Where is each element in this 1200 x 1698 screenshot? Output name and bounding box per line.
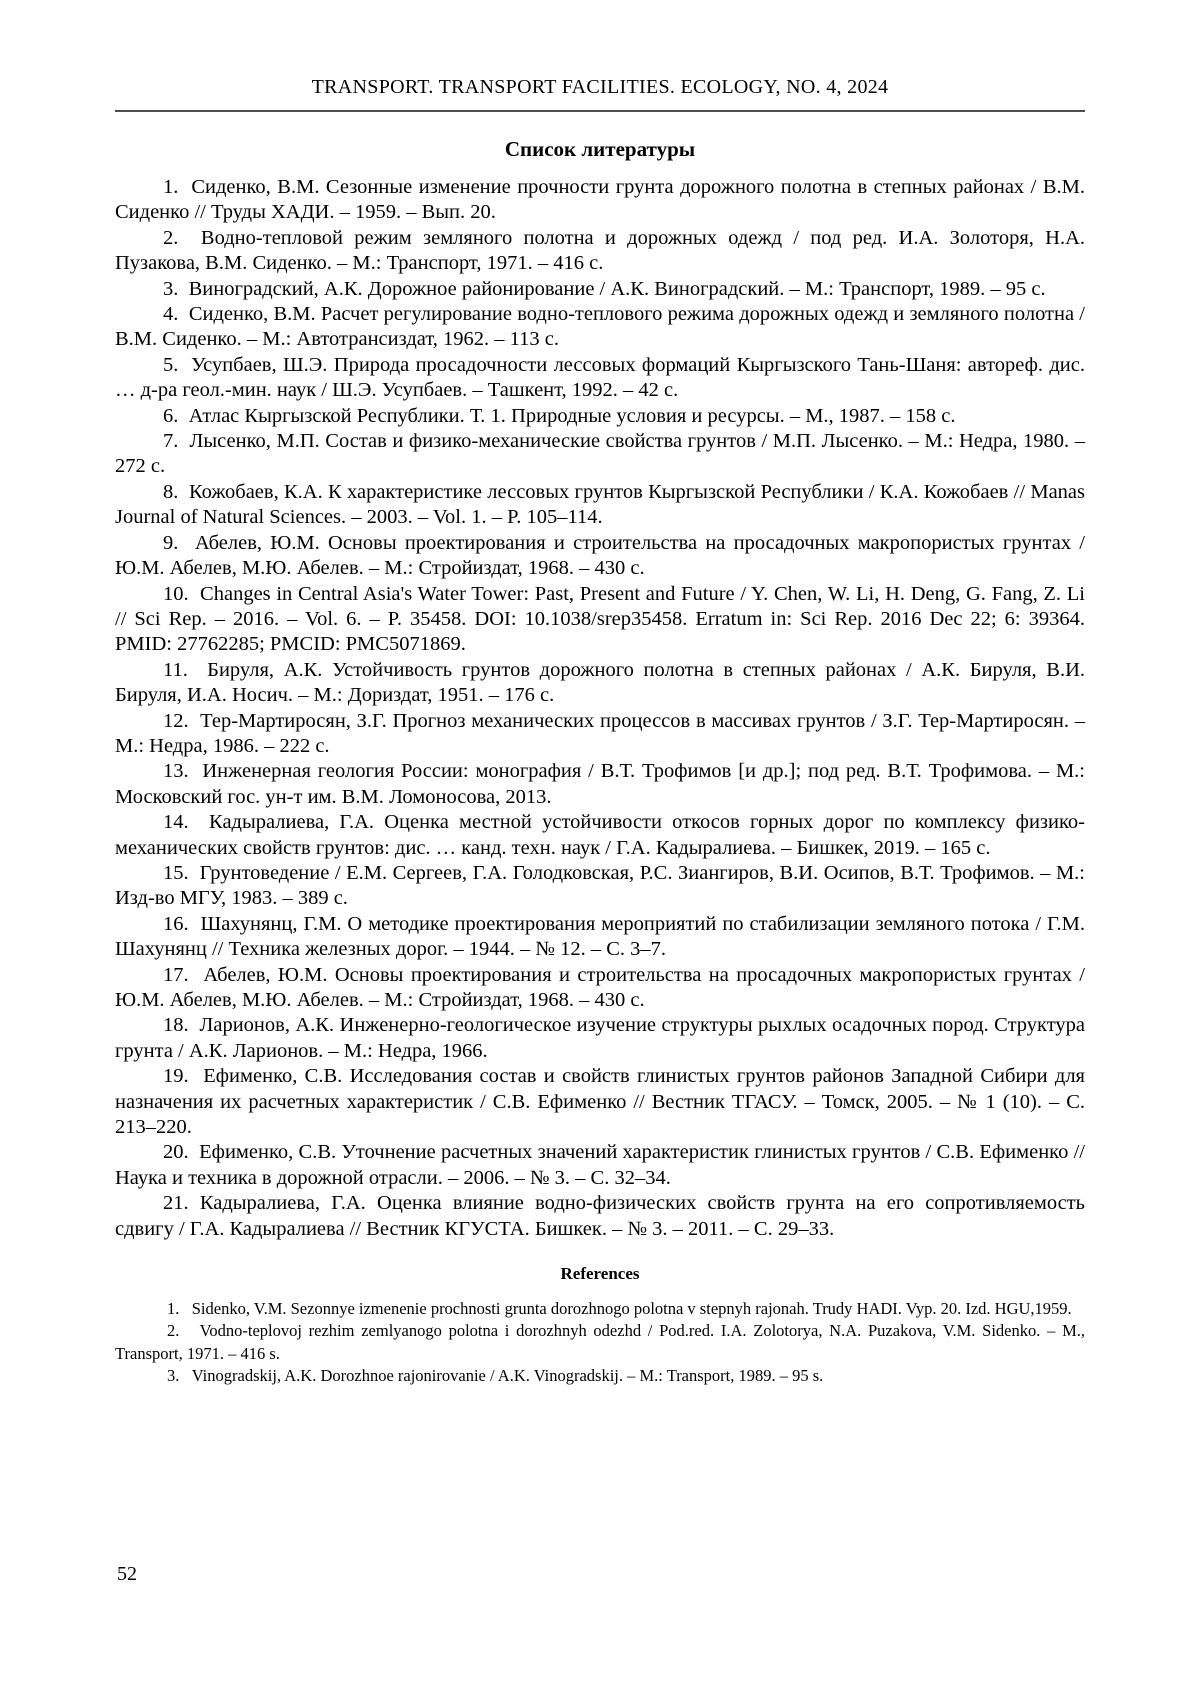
reference-item: 4. Сиденко, В.М. Расчет регулирование водно-теплового режима дорожных одежд и земляного полотна / В.М. Сиденко. – М.: Автотрансиздат, 1962. – 113 с. xyxy=(115,303,1085,351)
reference-item: 14. Кадыралиева, Г.А. Оценка местной устойчивости откосов горных дорог по комплексу физико-механических свойств грунтов: дис. … канд. техн. наук / Г.А. Кадыралиева. – Бишкек, 2019. – 165 с. xyxy=(115,811,1085,859)
reference-item-en: 3. Vinogradskij, A.K. Dorozhnoe rajonirovanie / A.K. Vinogradskij. – M.: Transport, 1989. – 95 s. xyxy=(167,1366,824,1386)
reference-item: 5. Усупбаев, Ш.Э. Природа просадочности лессовых формаций Кыргызского Тань-Шаня: автореф. дис. … д-ра геол.-мин. наук / Ш.Э. Усупбаев. – Ташкент, 1992. – 42 с. xyxy=(115,353,1085,402)
reference-item: 3. Виноградский, А.К. Дорожное районирование / А.К. Виноградский. – М.: Транспорт, 1989. – 95 с. xyxy=(163,277,1046,300)
reference-item: 21. Кадыралиева, Г.А. Оценка влияние водно-физических свойств грунта на его сопротивляемость сдвигу / Г.А. Кадыралиева // Вестник КГУСТА. Бишкек. – № 3. – 2011. – С. 29–33. xyxy=(115,1192,1085,1240)
reference-item: 11. Бируля, А.К. Устойчивость грунтов дорожного полотна в степных районах / А.К. Бируля, В.И. Бируля, И.А. Носич. – М.: Дориздат, 1951. – 176 с. xyxy=(115,658,1085,707)
bibliography-heading-en: References xyxy=(560,1264,640,1284)
reference-item: 9. Абелев, Ю.М. Основы проектирования и строительства на просадочных макропористых грунтах / Ю.М. Абелев, М.Ю. Абелев. – М.: Стройиздат, 1968. – 430 с. xyxy=(115,531,1085,580)
reference-item: 1. Сиденко, В.М. Сезонные изменение прочности грунта дорожного полотна в степных районах / В.М. Сиденко // Труды ХАДИ. – 1959. – Вып. 20. xyxy=(115,176,1085,224)
reference-item: 7. Лысенко, М.П. Состав и физико-механические свойства грунтов / М.П. Лысенко. – М.: Недра, 1980. – 272 с. xyxy=(115,430,1085,478)
reference-item: 19. Ефименко, С.В. Исследования состав и свойств глинистых грунтов районов Западной Сибири для назначения их расчетных характеристик / С.В. Ефименко // Вестник ТГАСУ. – Томск, 2005. – № 1 (10). – С. 213–220. xyxy=(115,1065,1085,1139)
reference-item-en: 2. Vodno-teplovoj rezhim zemlyanogo polotna i dorozhnyh odezhd / Pod.red. I.A. Zolotorya, N.A. Puzakova, V.M. Sidenko. – M., Transport, 1971. – 416 s. xyxy=(115,1321,1085,1363)
reference-item-en: 1. Sidenko, V.M. Sezonnye izmenenie prochnosti grunta dorozhnogo polotna v stepnyh rajonah. Trudy HADI. Vyp. 20. Izd. HGU,1959. xyxy=(167,1299,1072,1319)
reference-item: 16. Шахунянц, Г.М. О методике проектирования мероприятий по стабилизации земляного потока / Г.М. Шахунянц // Техника железных дорог. – 1944. – № 12. – С. 3–7. xyxy=(115,912,1085,961)
journal-header: TRANSPORT. TRANSPORT FACILITIES. ECOLOGY, NO. 4, 2024 xyxy=(311,76,889,98)
header-rule xyxy=(115,110,1085,112)
page-content xyxy=(115,0,1085,1388)
reference-item: 10. Changes in Central Asia's Water Tower: Past, Present and Future / Y. Chen, W. Li, H. Deng, G. Fang, Z. Li // Sci Rep. – 2016. – Vol. 6. – P. 35458. DOI: 10.1038/srep35458. Erratum in: Sci Rep. 2016 Dec 22; 6: 39364. PMID: 27762285; PMCID: PMC5071869. xyxy=(115,582,1085,656)
reference-item: 8. Кожобаев, К.А. К характеристике лессовых грунтов Кыргызской Республики / К.А. Кожобаев // Manas Journal of Natural Sciences. – 2003. – Vol. 1. – P. 105–114. xyxy=(115,480,1085,529)
bibliography-heading-ru: Список литературы xyxy=(504,137,696,161)
page-number: 52 xyxy=(117,1563,137,1585)
reference-item: 18. Ларионов, А.К. Инженерно-геологическое изучение структуры рыхлых осадочных пород. Структура грунта / А.К. Ларионов. – М.: Недра, 1966. xyxy=(115,1014,1085,1062)
reference-item: 6. Атлас Кыргызской Республики. Т. 1. Природные условия и ресурсы. – М., 1987. – 158 с. xyxy=(163,404,956,427)
reference-item: 13. Инженерная геология России: монография / В.Т. Трофимов [и др.]; под ред. В.Т. Трофимова. – М.: Московский гос. ун-т им. В.М. Ломоносова, 2013. xyxy=(115,760,1085,808)
reference-item: 15. Грунтоведение / Е.М. Сергеев, Г.А. Голодковская, Р.С. Зиангиров, В.И. Осипов, В.Т. Трофимов. – М.: Изд-во МГУ, 1983. – 389 с. xyxy=(115,861,1085,910)
reference-item: 12. Тер-Мартиросян, З.Г. Прогноз механических процессов в массивах грунтов / З.Г. Тер-Мартиросян. – М.: Недра, 1986. – 222 с. xyxy=(115,709,1085,757)
reference-item: 17. Абелев, Ю.М. Основы проектирования и строительства на просадочных макропористых грунтах / Ю.М. Абелев, М.Ю. Абелев. – М.: Стройиздат, 1968. – 430 с. xyxy=(115,963,1085,1011)
reference-item: 20. Ефименко, С.В. Уточнение расчетных значений характеристик глинистых грунтов / С.В. Ефименко // Наука и техника в дорожной отрасли. – 2006. – № 3. – С. 32–34. xyxy=(115,1141,1085,1189)
reference-item: 2. Водно-тепловой режим земляного полотна и дорожных одежд / под ред. И.А. Золоторя, Н.А. Пузакова, В.М. Сиденко. – М.: Транспорт, 1971. – 416 с. xyxy=(115,226,1085,275)
